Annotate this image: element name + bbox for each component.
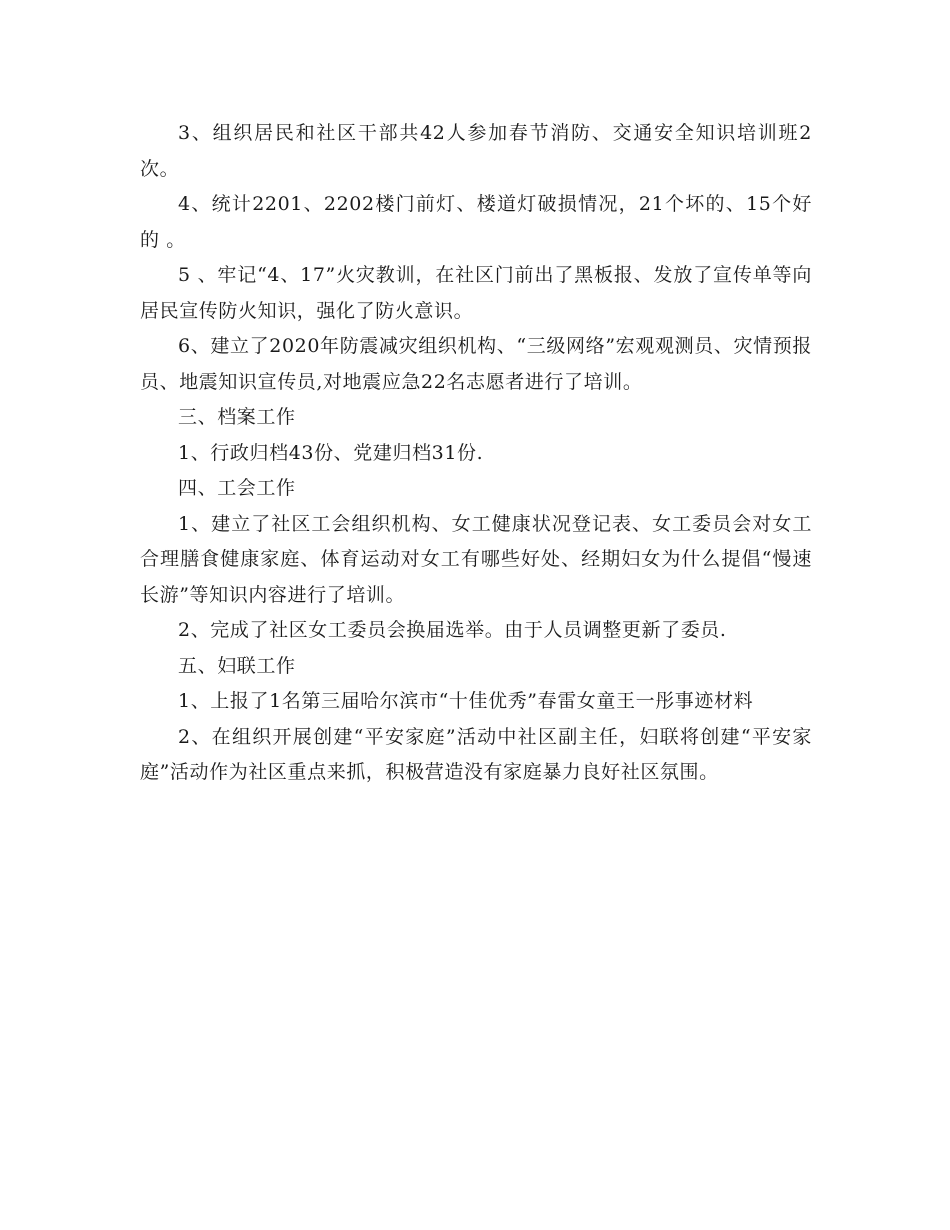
paragraph-item-6-earthquake: 6、建立了2020年防震减灾组织机构、“三级网络”宏观观测员、灾情预报员、地震知识宣传员,对地震应急22名志愿者进行了培训。 bbox=[140, 335, 812, 393]
section-heading-archives: 三、档案工作 bbox=[178, 406, 296, 428]
paragraph-item-4-lamp-survey: 4、统计2201、2202楼门前灯、楼道灯破损情况，21个坏的、15个好的 。 bbox=[140, 193, 812, 251]
paragraph-archives-1: 1、行政归档43份、党建归档31份. bbox=[178, 441, 484, 464]
paragraph-federation-2: 2、在组织开展创建“平安家庭”活动中社区副主任，妇联将创建“平安家庭”活动作为社区重点来抓，积极营造没有家庭暴力良好社区氛围。 bbox=[140, 725, 812, 783]
paragraph-item-3-fire-training: 3、组织居民和社区干部共42人参加春节消防、交通安全知识培训班2次。 bbox=[140, 122, 812, 180]
document-body bbox=[140, 116, 812, 791]
section-heading-womens-federation: 五、妇联工作 bbox=[178, 654, 296, 677]
paragraph-union-2: 2、完成了社区女工委员会换届选举。由于人员调整更新了委员. bbox=[178, 619, 727, 641]
paragraph-federation-1: 1、上报了1名第三届哈尔滨市“十佳优秀”春雷女童王一彤事迹材料 bbox=[178, 690, 754, 712]
section-heading-union: 四、工会工作 bbox=[178, 477, 296, 499]
paragraph-item-5-fire-lesson: 5 、牢记“4、17”火灾教训，在社区门前出了黑板报、发放了宣传单等向居民宣传防火知识，强化了防火意识。 bbox=[140, 264, 812, 322]
paragraph-union-1: 1、建立了社区工会组织机构、女工健康状况登记表、女工委员会对女工合理膳食健康家庭、体育运动对女工有哪些好处、经期妇女为什么提倡“慢速长游”等知识内容进行了培训。 bbox=[140, 512, 812, 606]
